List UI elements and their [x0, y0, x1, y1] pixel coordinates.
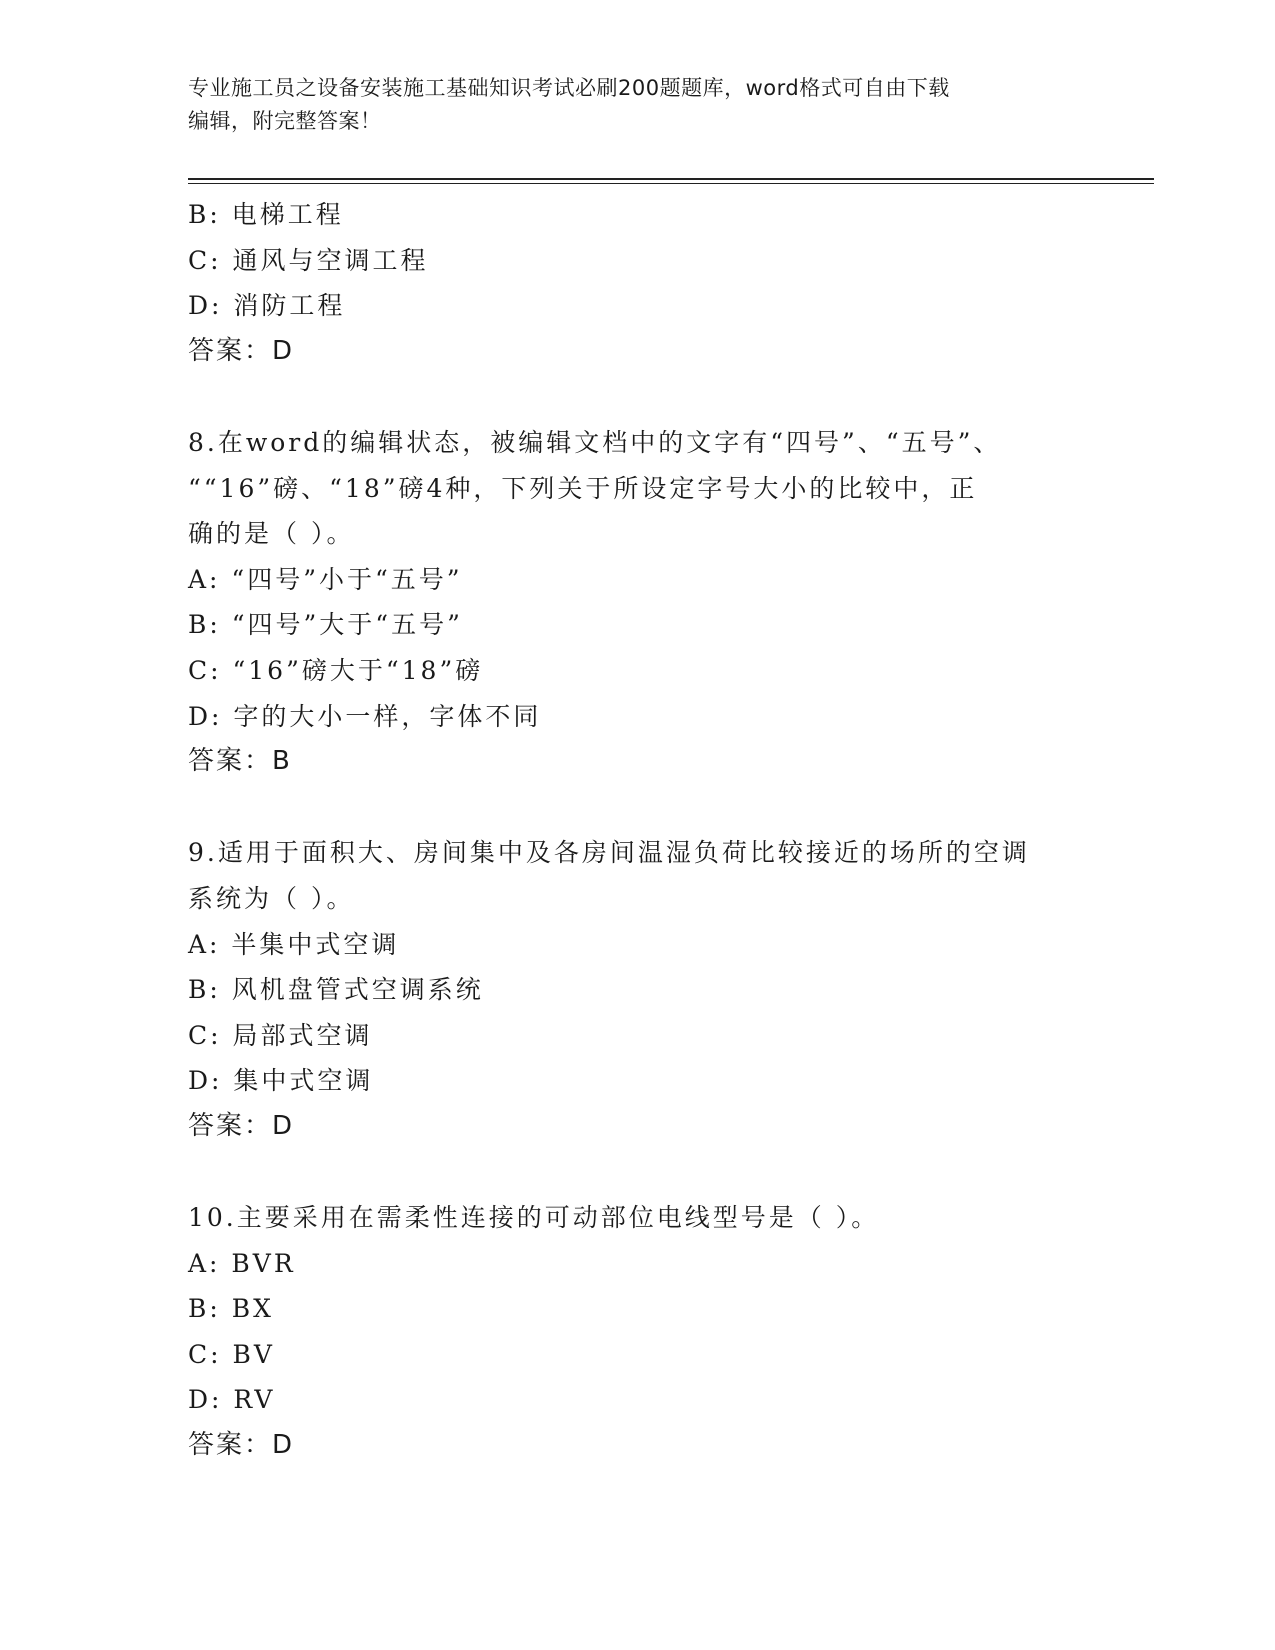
answer-line: 答案：D [188, 335, 295, 366]
spacer [188, 1149, 1088, 1195]
question-10 [188, 1195, 1088, 1469]
option-d: D: 集中式空调 [188, 1066, 374, 1096]
option-b: B: “四号”大于“五号” [188, 610, 463, 640]
answer-line: 答案：B [188, 746, 292, 777]
header-rule-thick [188, 178, 1154, 180]
document-header [188, 72, 1068, 138]
option-a: A: “四号”小于“五号” [188, 564, 463, 594]
option-d: D: 字的大小一样，字体不同 [188, 701, 542, 731]
question-stem: ““16”磅、“18”磅4种，下列关于所设定字号大小的比较中，正 [188, 473, 978, 503]
question-stem: 10.主要采用在需柔性连接的可动部位电线型号是（ ）。 [188, 1203, 880, 1233]
header-line-2: 编辑，附完整答案！ [188, 109, 382, 133]
option-a: A: BVR [188, 1248, 296, 1278]
answer-line: 答案：D [188, 1430, 295, 1461]
option-d: D: RV [188, 1385, 276, 1415]
question-9 [188, 830, 1088, 1149]
option-b: B: BX [188, 1294, 274, 1324]
answer-line: 答案：D [188, 1110, 295, 1141]
header-line-1: 专业施工员之设备安装施工基础知识考试必刷200题题库，word格式可自由下载 [188, 76, 950, 100]
option-c: C: BV [188, 1339, 275, 1369]
option-b: B: 风机盘管式空调系统 [188, 975, 484, 1005]
document-body [188, 192, 1088, 1469]
question-stem: 9.适用于面积大、房间集中及各房间温湿负荷比较接近的场所的空调 [188, 838, 1030, 868]
spacer [188, 374, 1088, 420]
header-rule-thin [188, 183, 1154, 184]
option-c: C: 局部式空调 [188, 1020, 373, 1050]
question-stem: 8.在word的编辑状态，被编辑文档中的文字有“四号”、“五号”、 [188, 427, 1002, 457]
option-d: D: 消防工程 [188, 291, 346, 321]
question-stem: 确的是（ ）。 [188, 519, 355, 549]
option-b: B: 电梯工程 [188, 200, 344, 229]
option-a: A: 半集中式空调 [188, 929, 400, 959]
spacer [188, 785, 1088, 831]
question-stem: 系统为（ ）。 [188, 883, 355, 913]
option-c: C: 通风与空调工程 [188, 245, 429, 275]
question-8 [188, 420, 1088, 785]
option-c: C: “16”磅大于“18”磅 [188, 655, 484, 685]
question-7-tail [188, 192, 1088, 374]
